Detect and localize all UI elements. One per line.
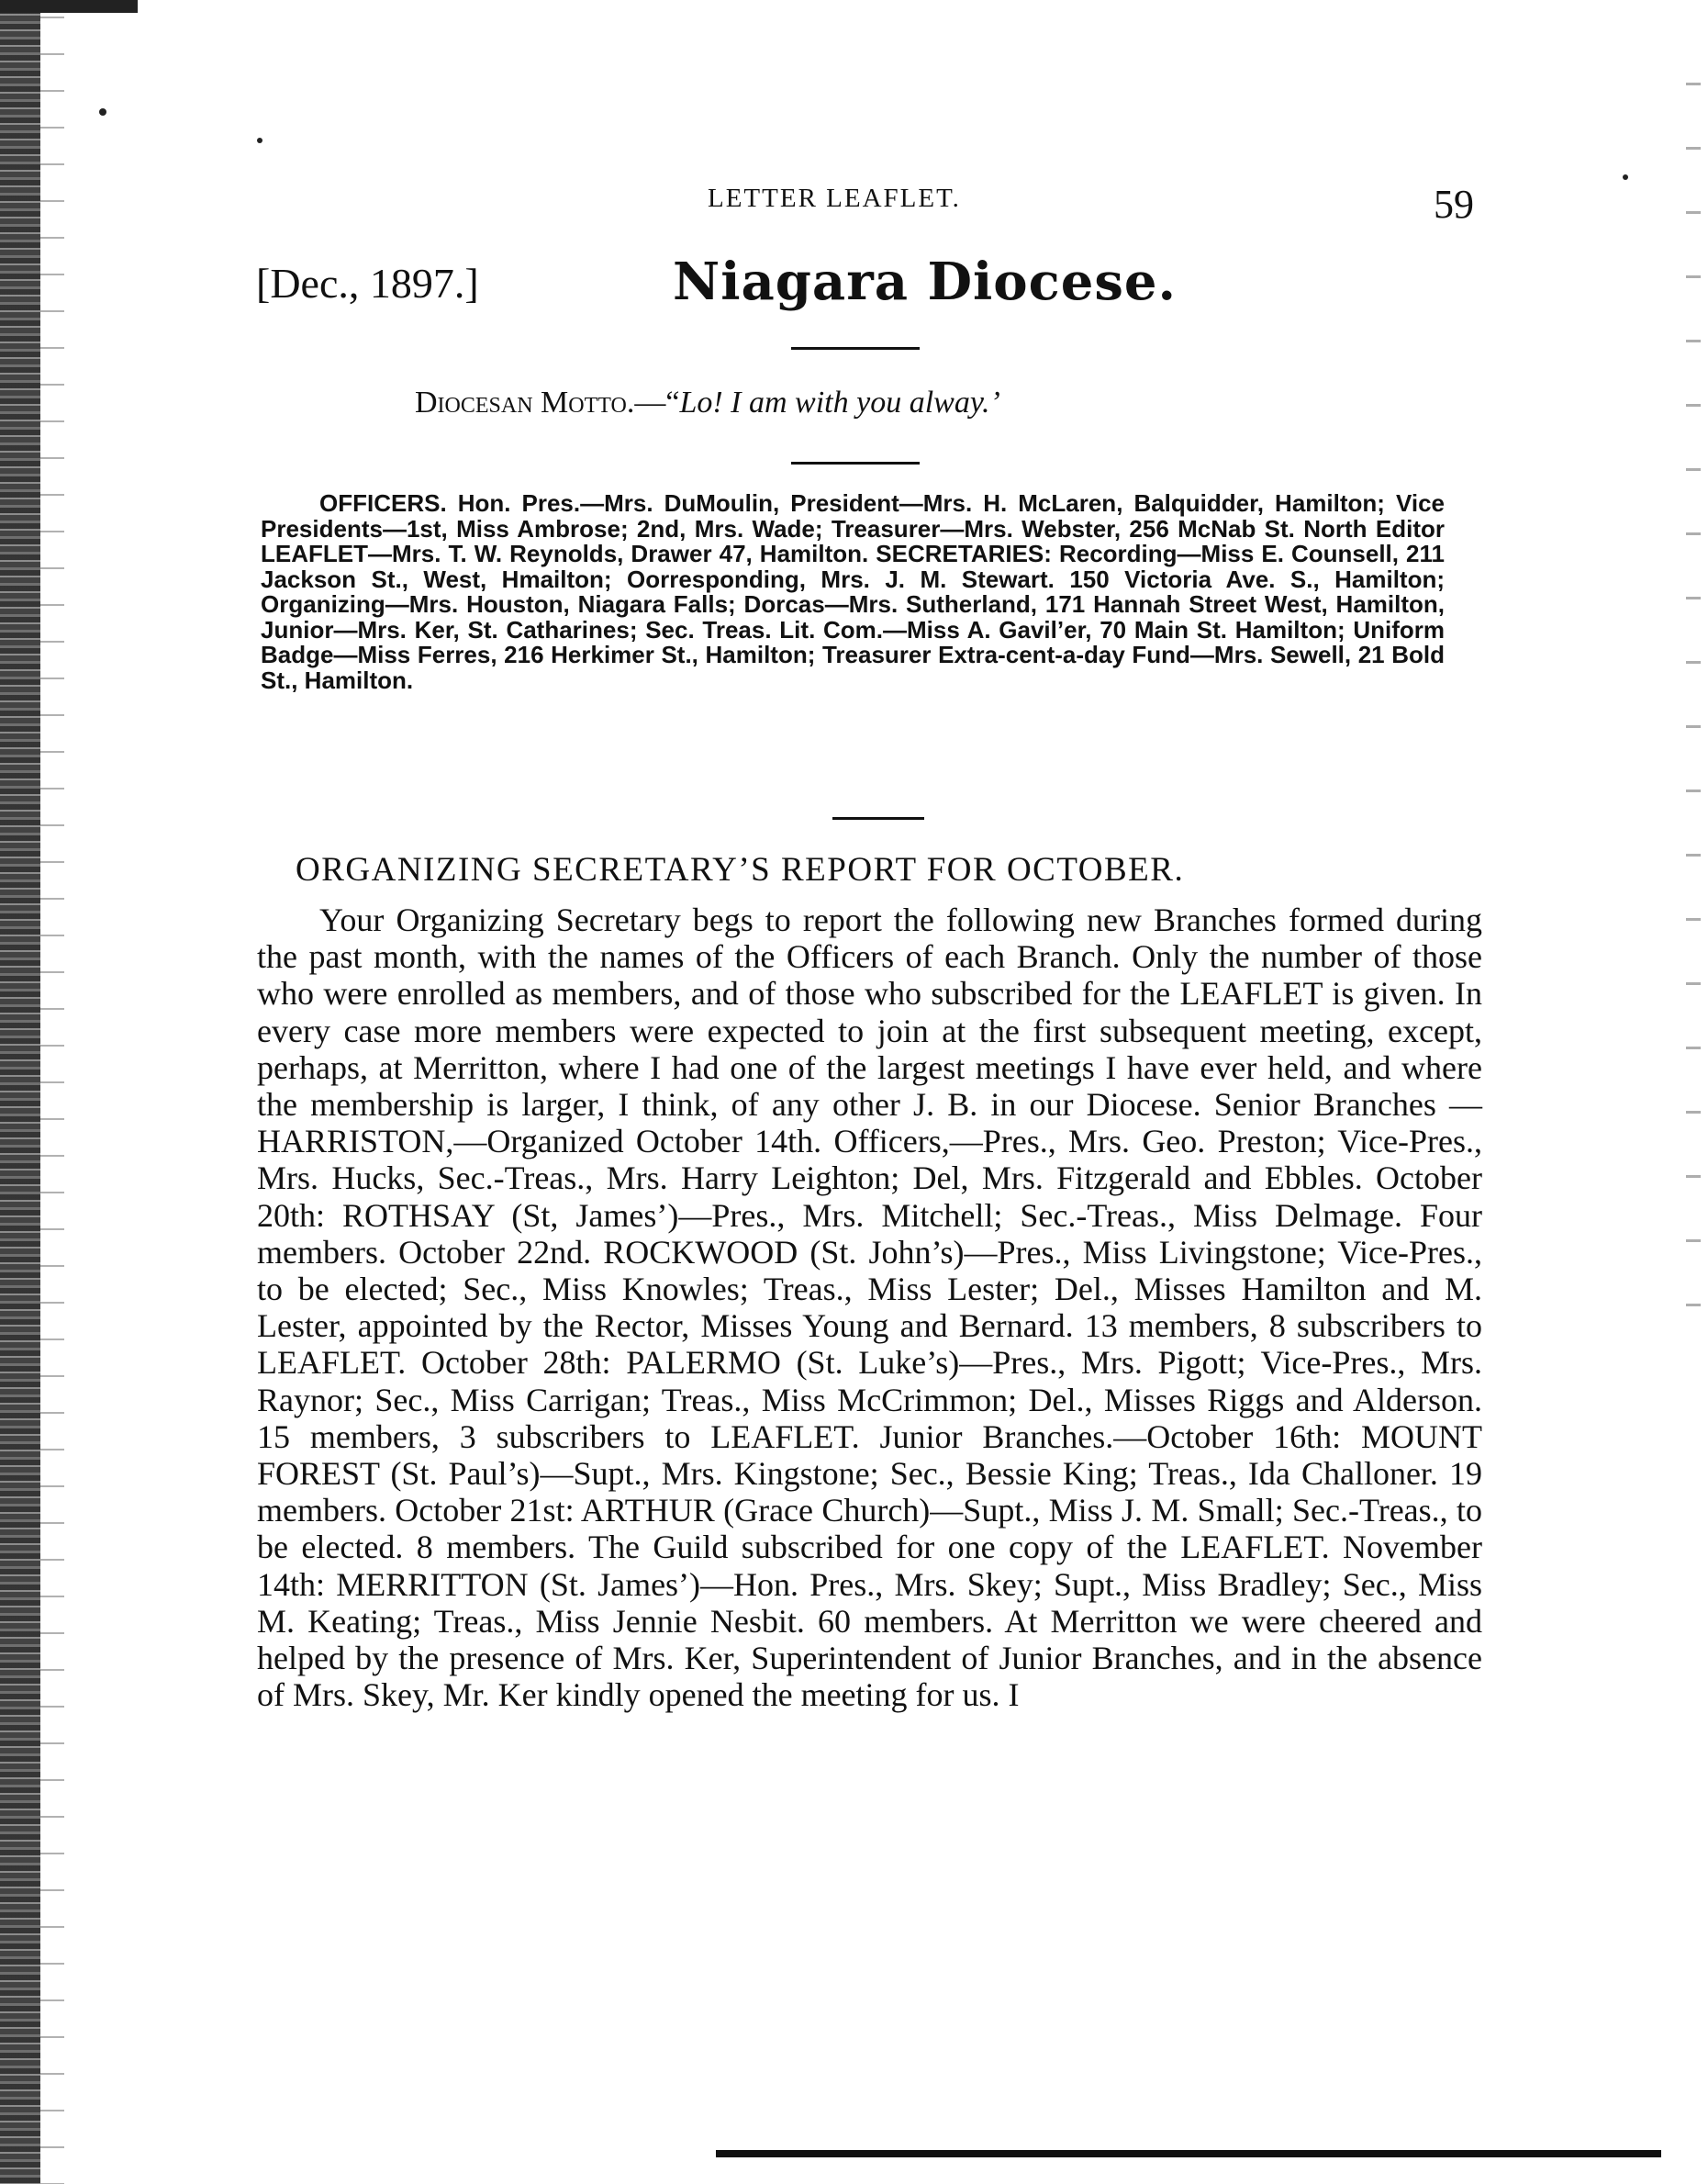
page-number: 59 bbox=[1434, 182, 1474, 227]
page-binding-texture bbox=[40, 0, 64, 2184]
officers-paragraph: OFFICERS. Hon. Pres.—Mrs. DuMoulin, President—Mrs. H. McLaren, Balquidder, Hamilton; Vice Presidents—1st, Miss Ambrose; 2nd, Mrs. Wade; Treasurer—Mrs. Webster, 256 McNab St. North Editor LEAFLET—Mrs. T. W. Reynolds, Drawer 47, Hamilton. SECRETARIES: Recording—Miss E. Counsell, 211 Jackson St., West, Hmailton; Oorresponding, Mrs. J. M. Stewart. 150 Victoria Ave. S., Hamilton; Organizing—Mrs. Houston, Niagara Falls; Dorcas—Mrs. Sutherland, 171 Hannah Street West, Hamilton, Junior—Mrs. Ker, St. Catharines; Sec. Treas. Lit. Com.—Miss A. Gavil’er, 70 Main St. Hamilton; Uniform Badge—Miss Ferres, 216 Herkimer St., Hamilton; Treasurer Extra-cent-a-day Fund—Mrs. Sewell, 21 Bold St., Hamilton. bbox=[261, 489, 1445, 694]
motto-label: Diocesan Motto.—“ bbox=[415, 386, 680, 420]
scan-speck bbox=[99, 108, 106, 116]
officers-list bbox=[261, 491, 1445, 693]
divider-rule bbox=[791, 347, 920, 350]
running-head: LETTER LEAFLET. bbox=[708, 184, 961, 213]
issue-date: [Dec., 1897.] bbox=[256, 260, 479, 307]
bottom-edge-rule bbox=[716, 2150, 1661, 2157]
report-paragraph: Your Organizing Secretary begs to report the following new Branches formed during the past month, with the names of the Officers of each Branch. Only the number of those who were enrolled as members, and of those who subscribed for the LEAFLET is given. In every case more members were expected to join at the first subsequent meeting, except, perhaps, at Merritton, where I had one of the largest meetings I have ever held, and where the membership is larger, I think, of any other J. B. in our Diocese. Senior Branches —HARRISTON,—Organized October 14th. Officers,—Pres., Mrs. Geo. Preston; Vice-Pres., Mrs. Hucks, Sec.-Treas., Mrs. Harry Leighton; Del, Mrs. Fitzgerald and Ebbles. October 20th: ROTHSAY (St, James’)—Pres., Mrs. Mitchell; Sec.-Treas., Miss Delmage. Four members. October 22nd. ROCKWOOD (St. John’s)—Pres., Miss Livingstone; Vice-Pres., to be elected; Sec., Miss Knowles; Treas., Miss Lester; Del., Misses Hamilton and M. Lester, appointed by the Rector, Misses Young and Bernard. 13 members, 8 subscribers to LEAFLET. October 28th: PALERMO (St. Luke’s)—Pres., Mrs. Pigott; Vice-Pres., Mrs. Raynor; Sec., Miss Carrigan; Treas., Miss McCrimmon; Del., Misses Riggs and Alderson. 15 members, 3 subscribers to LEAFLET. Junior Branches.—October 16th: MOUNT FOREST (St. Paul’s)—Supt., Mrs. Kingstone; Sec., Bessie King; Treas., Ida Challoner. 19 members. October 21st: ARTHUR (Grace Church)—Supt., Miss J. M. Small; Sec.-Treas., to be elected. 8 members. The Guild subscribed for one copy of the LEAFLET. November 14th: MERRITTON (St. James’)—Hon. Pres., Mrs. Skey; Supt., Miss Bradley; Sec., Miss M. Keating; Treas., Miss Jennie Nesbit. 60 members. At Merritton we were cheered and helped by the presence of Mrs. Ker, Superintendent of Junior Branches, and in the absence of Mrs. Skey, Mr. Ker kindly opened the meeting for us. I bbox=[257, 902, 1482, 1714]
motto-text: Lo! I am with you alway.’ bbox=[679, 386, 1000, 420]
diocese-title: Niagara Diocese. bbox=[673, 252, 1178, 312]
right-edge-marks bbox=[1686, 55, 1701, 1340]
page-binding-shadow bbox=[0, 0, 40, 2184]
report-body bbox=[257, 902, 1482, 1713]
scan-speck bbox=[1623, 174, 1628, 180]
scan-speck bbox=[257, 138, 262, 143]
divider-rule bbox=[791, 462, 920, 465]
scan-edge-mark bbox=[0, 0, 138, 13]
divider-rule bbox=[832, 817, 924, 820]
report-heading: ORGANIZING SECRETARY’S REPORT FOR OCTOBER. bbox=[296, 851, 1185, 889]
diocesan-motto bbox=[415, 386, 1000, 420]
